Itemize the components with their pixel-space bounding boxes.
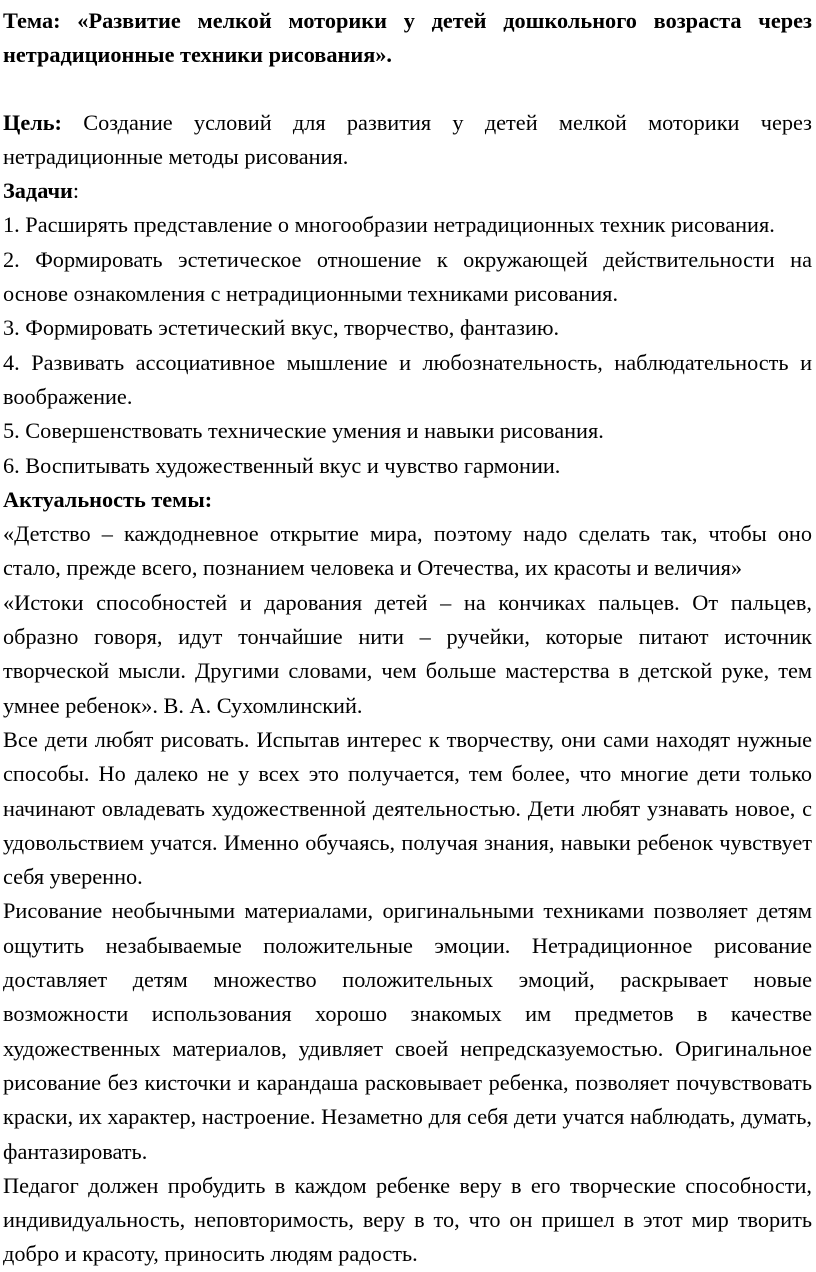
goal-paragraph — [3, 106, 812, 175]
quote-childhood: «Детство – каждодневное открытие мира, поэтому надо сделать так, чтобы оно стало, прежде всего, познанием человека и Отечества, их красоты и величия» — [3, 521, 812, 581]
topic-label: Тема: — [3, 8, 61, 33]
quote-sukhomlinsky: «Истоки способностей и дарования детей – на кончиках пальцев. От пальцев, образно говоря, идут тончайшие нити – ручейки, которые питают источник творческой мысли. Другими словами, чем больше мастерства в детской руке, тем умнее ребенок». В. А. Сухомлинский. — [3, 589, 812, 718]
task-item-3: 3. Формировать эстетический вкус, творчество, фантазию. — [3, 315, 560, 341]
task-item-6: 6. Воспитывать художественный вкус и чувство гармонии. — [3, 452, 561, 478]
task-item-4: 4. Развивать ассоциативное мышление и любознательность, наблюдательность и воображение. — [3, 349, 812, 409]
goal-label: Цель: — [3, 109, 62, 135]
body-paragraph-2: Рисование необычными материалами, оригинальными техниками позволяет детям ощутить незабываемые положительные эмоции. Нетрадиционное рисование доставляет детям множество положительных эмоций, раскрывает новые возможности использования хорошо знакомых им предметов в качестве художественных материалов, удивляет своей непредсказуемостью. Оригинальное рисование без кисточки и карандаша расковывает ребенка, позволяет почувствовать краски, их характер, настроение. Незаметно для себя дети учатся наблюдать, думать, фантазировать. — [3, 898, 812, 1164]
goal-text: Создание условий для развития у детей мелкой моторики через нетрадиционные методы рисования. — [3, 109, 812, 169]
body-paragraph-3: Педагог должен пробудить в каждом ребенке веру в его творческие способности, индивидуальность, неповторимость, веру в то, что он пришел в этот мир творить добро и красоту, приносить людям радость. — [3, 1172, 812, 1267]
task-item-1: 1. Расширять представление о многообразии нетрадиционных техник рисования. — [3, 212, 775, 238]
tasks-label: Задачи — [3, 178, 73, 204]
tasks-heading — [3, 174, 812, 208]
relevance-heading: Актуальность темы: — [3, 486, 213, 512]
blank-line — [3, 73, 812, 106]
topic-heading — [3, 4, 812, 73]
tasks-colon: : — [72, 178, 80, 204]
body-paragraph-1: Все дети любят рисовать. Испытав интерес к творчеству, они сами находят нужные способы. Но далеко не у всех это получается, тем более, что многие дети только начинают овладевать художественной деятельностью. Дети любят узнавать новое, с удовольствием учатся. Именно обучаясь, получая знания, навыки ребенок чувствует себя уверенно. — [3, 726, 812, 890]
task-item-2: 2. Формировать эстетическое отношение к окружающей действительности на основе ознакомления с нетрадиционными техниками рисования. — [3, 246, 812, 307]
task-item-5: 5. Совершенствовать технические умения и навыки рисования. — [3, 418, 604, 444]
topic-text: «Развитие мелкой моторики у детей дошкольного возраста через нетрадиционные техники рисования». — [3, 8, 812, 68]
